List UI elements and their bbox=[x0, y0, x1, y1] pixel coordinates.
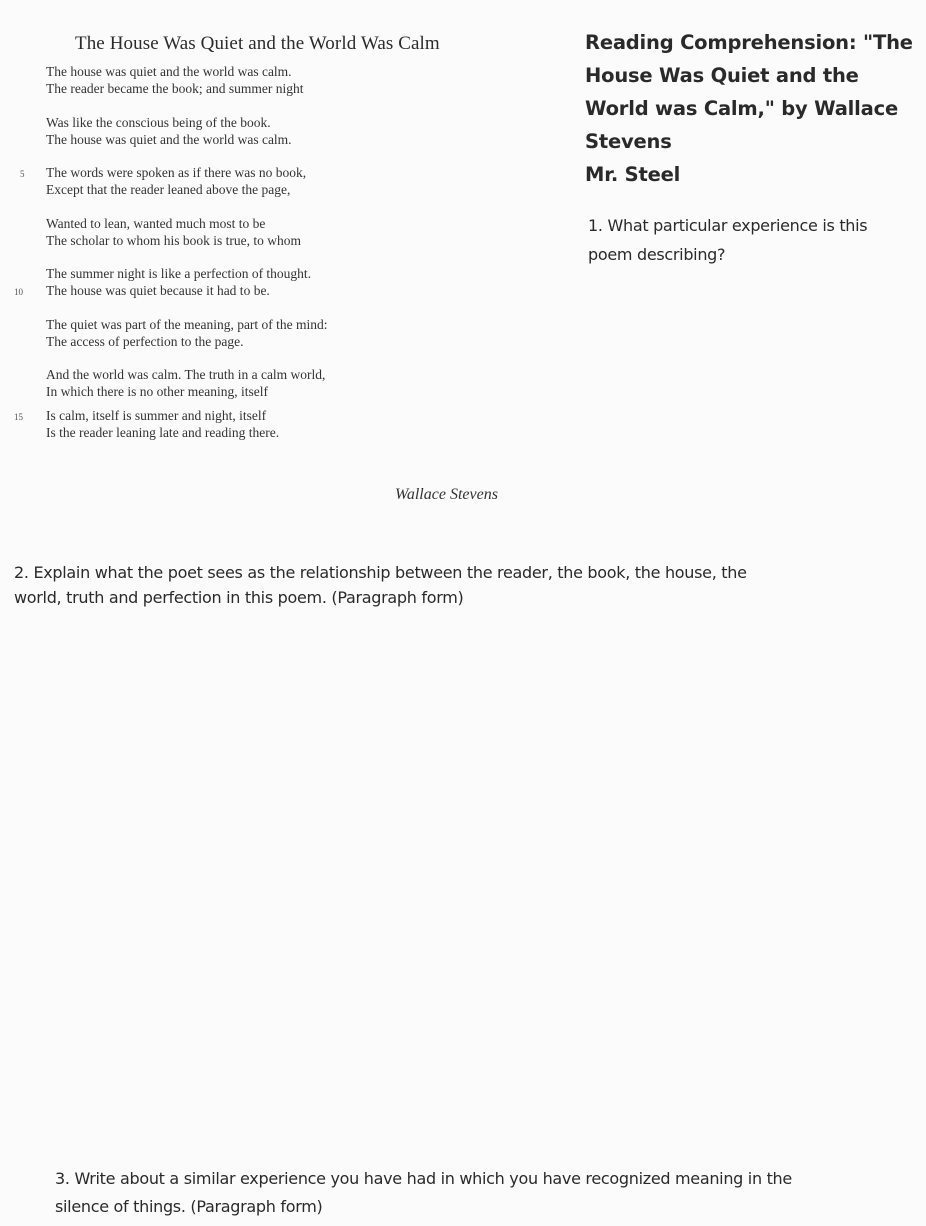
poem-stanza bbox=[46, 266, 311, 299]
poem-line: The words were spoken as if there was no book, bbox=[46, 165, 307, 180]
poem-line: The reader became the book; and summer night bbox=[46, 80, 304, 96]
poem-stanza bbox=[46, 115, 292, 148]
question-2 bbox=[14, 560, 747, 610]
question-3 bbox=[55, 1165, 792, 1221]
poem-author: Wallace Stevens bbox=[395, 486, 498, 503]
poem-line: Except that the reader leaned above the page, bbox=[46, 181, 291, 197]
poem-title: The House Was Quiet and the World Was Calm bbox=[75, 33, 440, 54]
poem-line: Was like the conscious being of the book. bbox=[46, 115, 271, 130]
question-line: 1. What particular experience is this bbox=[588, 216, 868, 235]
poem-line: The summer night is like a perfection of thought. bbox=[46, 266, 312, 281]
question-line: poem describing? bbox=[588, 245, 726, 264]
poem-stanza bbox=[46, 64, 304, 97]
worksheet-title-line: Stevens bbox=[585, 130, 672, 153]
question-line: world, truth and perfection in this poem. (Paragraph form) bbox=[14, 588, 464, 607]
worksheet-title bbox=[585, 26, 926, 191]
poem-stanza bbox=[46, 317, 328, 350]
poem-line: The house was quiet and the world was calm. bbox=[46, 131, 292, 147]
worksheet-title-line: House Was Quiet and the bbox=[585, 64, 859, 87]
poem-stanza bbox=[46, 165, 306, 198]
poem-stanza bbox=[46, 367, 325, 400]
poem-stanza bbox=[46, 408, 279, 441]
line-number-5: 5 bbox=[20, 169, 25, 179]
poem-line: The house was quiet because it had to be. bbox=[46, 282, 270, 298]
poem-line: Is calm, itself is summer and night, itself bbox=[46, 408, 267, 423]
poem-line: In which there is no other meaning, itself bbox=[46, 383, 268, 399]
question-line: 3. Write about a similar experience you have had in which you have recognized meaning in the bbox=[55, 1169, 792, 1188]
line-number-15: 15 bbox=[14, 412, 23, 422]
poem-line: And the world was calm. The truth in a calm world, bbox=[46, 367, 326, 382]
worksheet-title-line: Reading Comprehension: "The bbox=[585, 31, 913, 54]
poem-line: The house was quiet and the world was calm. bbox=[46, 64, 292, 79]
poem-line: Wanted to lean, wanted much most to be bbox=[46, 216, 266, 231]
question-line: silence of things. (Paragraph form) bbox=[55, 1197, 323, 1216]
question-line: 2. Explain what the poet sees as the relationship between the reader, the book, the house, the bbox=[14, 563, 747, 582]
poem-line: Is the reader leaning late and reading there. bbox=[46, 424, 280, 440]
line-number-10: 10 bbox=[14, 287, 23, 297]
poem-line: The scholar to whom his book is true, to whom bbox=[46, 232, 301, 248]
poem-line: The quiet was part of the meaning, part of the mind: bbox=[46, 317, 328, 332]
teacher-name: Mr. Steel bbox=[585, 163, 681, 186]
worksheet-title-line: World was Calm," by Wallace bbox=[585, 97, 898, 120]
poem-line: The access of perfection to the page. bbox=[46, 333, 244, 349]
question-1 bbox=[588, 211, 867, 269]
poem-stanza bbox=[46, 216, 301, 249]
